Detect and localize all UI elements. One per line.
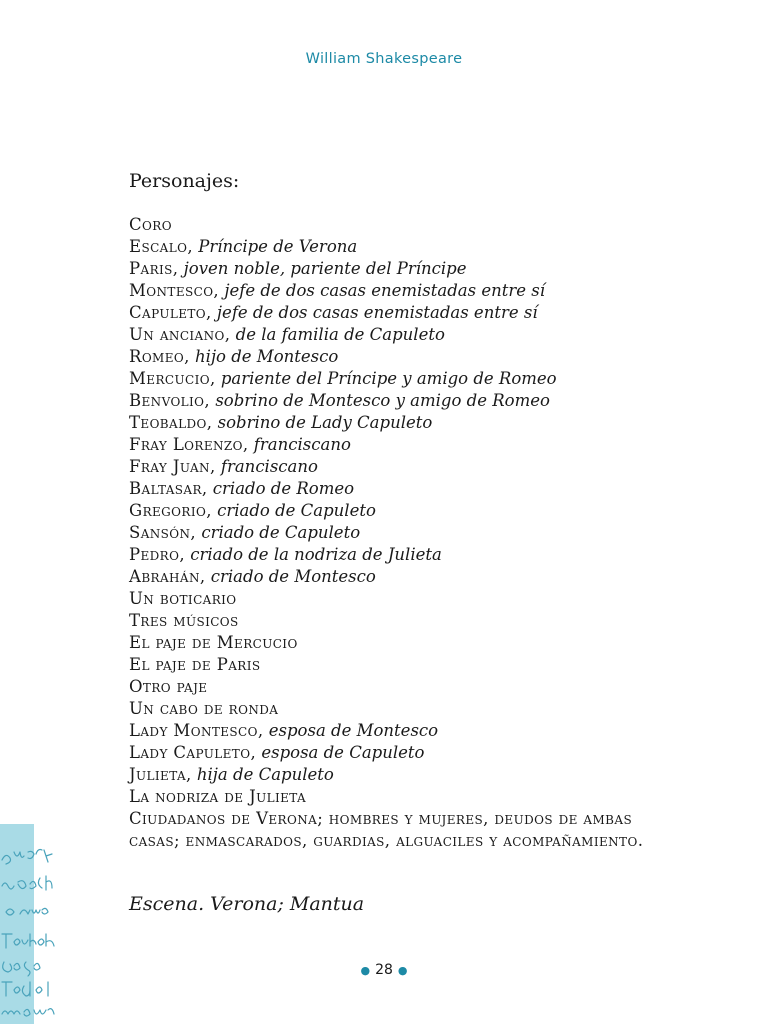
character-description: criado de la nodriza de Julieta xyxy=(185,545,442,564)
cast-item xyxy=(129,280,689,302)
cast-item xyxy=(129,500,689,522)
cast-item xyxy=(129,764,689,786)
character-description: esposa de Montesco xyxy=(263,721,439,740)
character-name: Tres músicos xyxy=(129,611,239,630)
character-name: Pedro, xyxy=(129,545,186,564)
character-name: Escalo, xyxy=(129,237,193,256)
character-description: Príncipe de Verona xyxy=(192,237,358,256)
character-description: esposa de Capuleto xyxy=(256,743,425,762)
character-name: Benvolio, xyxy=(129,391,211,410)
character-name: Paris, xyxy=(129,259,179,278)
character-description: hijo de Montesco xyxy=(189,347,339,366)
character-name: Sansón, xyxy=(129,523,197,542)
character-name: Montesco, xyxy=(129,281,220,300)
character-name: Lady Montesco, xyxy=(129,721,264,740)
character-description: sobrino de Montesco y amigo de Romeo xyxy=(210,391,550,410)
character-name: Un anciano, xyxy=(129,325,231,344)
cast-item xyxy=(129,434,689,456)
character-description: jefe de dos casas enemistadas entre sí xyxy=(219,281,546,300)
character-name: Abrahán, xyxy=(129,567,206,586)
character-name: Fray Lorenzo, xyxy=(129,435,249,454)
page-number xyxy=(0,962,768,978)
cast-item xyxy=(129,544,689,566)
character-description: franciscano xyxy=(248,435,351,454)
cast-item xyxy=(129,456,689,478)
cast-item xyxy=(129,478,689,500)
cast-item xyxy=(129,214,689,236)
character-description: sobrino de Lady Capuleto xyxy=(212,413,433,432)
cast-item xyxy=(129,258,689,280)
cast-item xyxy=(129,390,689,412)
cast-item xyxy=(129,412,689,434)
cast-item xyxy=(129,610,689,632)
character-name: Julieta, xyxy=(129,765,192,784)
cast-item xyxy=(129,786,689,808)
character-description: criado de Capuleto xyxy=(211,501,376,520)
character-description: de la familia de Capuleto xyxy=(230,325,445,344)
character-name: La nodriza de Julieta xyxy=(129,787,307,806)
character-name: Gregorio, xyxy=(129,501,212,520)
cast-item xyxy=(129,742,689,764)
cast-item-ensemble xyxy=(129,808,674,852)
character-name: Un cabo de ronda xyxy=(129,699,279,718)
cast-item xyxy=(129,346,689,368)
cast-list xyxy=(129,214,689,852)
character-description: joven noble, pariente del Príncipe xyxy=(178,259,467,278)
section-title: Personajes: xyxy=(129,170,240,192)
character-name: Baltasar, xyxy=(129,479,208,498)
cast-item xyxy=(129,588,689,610)
character-name: Otro paje xyxy=(129,677,208,696)
bullet-icon: ● xyxy=(397,964,408,977)
character-description: criado de Montesco xyxy=(205,567,376,586)
character-description: franciscano xyxy=(215,457,318,476)
character-name: Teobaldo, xyxy=(129,413,213,432)
cast-item xyxy=(129,236,689,258)
running-head: William Shakespeare xyxy=(305,51,463,67)
ensemble-text: Ciudadanos de Verona; hombres y mujeres, deudos de ambas casas; enmascarados, guardias, alguaciles y acompañamiento. xyxy=(129,809,644,850)
character-name: Lady Capuleto, xyxy=(129,743,257,762)
character-description: pariente del Príncipe y amigo de Romeo xyxy=(215,369,557,388)
cast-item xyxy=(129,522,689,544)
character-name: Fray Juan, xyxy=(129,457,216,476)
character-name: El paje de Mercucio xyxy=(129,633,298,652)
character-name: Un boticario xyxy=(129,589,237,608)
cast-item xyxy=(129,302,689,324)
cast-item xyxy=(129,566,689,588)
handwriting-decoration xyxy=(0,838,60,1024)
character-name: Coro xyxy=(129,215,172,234)
cast-item xyxy=(129,632,689,654)
character-description: jefe de dos casas enemistadas entre sí xyxy=(211,303,538,322)
cast-item xyxy=(129,676,689,698)
character-name: El paje de Paris xyxy=(129,655,261,674)
scene-line: Escena. Verona; Mantua xyxy=(129,893,365,915)
character-name: Capuleto, xyxy=(129,303,212,322)
cast-item xyxy=(129,720,689,742)
character-description: hija de Capuleto xyxy=(191,765,334,784)
bullet-icon: ● xyxy=(360,964,371,977)
cast-item xyxy=(129,368,689,390)
character-name: Romeo, xyxy=(129,347,190,366)
page-number-value: 28 xyxy=(375,962,393,978)
character-description: criado de Romeo xyxy=(207,479,355,498)
character-name: Mercucio, xyxy=(129,369,216,388)
cast-item xyxy=(129,324,689,346)
cast-item xyxy=(129,654,689,676)
character-description: criado de Capuleto xyxy=(196,523,361,542)
cast-item xyxy=(129,698,689,720)
